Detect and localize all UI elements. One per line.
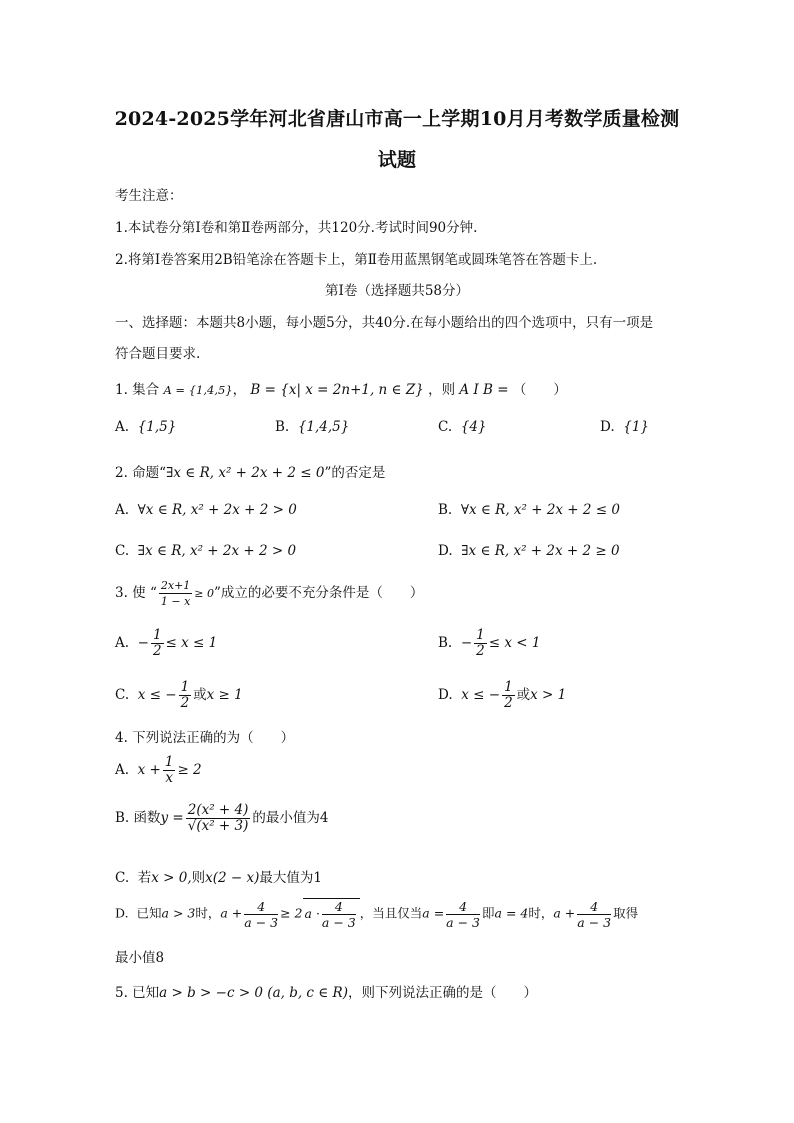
- q4-option-c[interactable]: C. 若x > 0,则x(2 − x)最大值为1: [115, 870, 322, 886]
- question-4-stem: 4. 下列说法正确的为（ ）: [115, 730, 295, 746]
- q4-option-d-continued: 最小值8: [115, 950, 165, 966]
- notice-item-2: 2.将第Ⅰ卷答案用2B铅笔涂在答题卡上，第Ⅱ卷用蓝黑钢笔或圆珠笔答在答题卡上.: [115, 252, 598, 268]
- question-1-stem: 1. 集合 A = {1,4,5}， B = {x| x = 2n+1, n ∈ Z} ，则 A I B = （ ）: [115, 382, 567, 398]
- q1-ask: ，则: [428, 382, 456, 398]
- q1-expr: A I B =: [459, 382, 509, 398]
- question-3-stem: 3. 使 “ $\frac{2x+1}{1 - x}$ ≥ 0”成立的必要不充分条件是（ ）: [115, 579, 424, 608]
- q3-option-a[interactable]: A. − $\frac{1}{2}$ ≤ x ≤ 1: [115, 627, 218, 659]
- q1-option-a[interactable]: A. {1,5}: [115, 419, 177, 435]
- q4d-sqrt: a · $\frac{4}{a - 3}$: [303, 898, 360, 930]
- q2-option-d[interactable]: D. ∃x ∈ R, x² + 2x + 2 ≥ 0: [438, 543, 620, 559]
- q1-set-b: B = {x| x = 2n+1, n ∈ Z}: [250, 382, 424, 398]
- section-heading: 第Ⅰ卷（选择题共58分）: [324, 283, 469, 299]
- question-2-stem: 2. 命题“∃x ∈ R, x² + 2x + 2 ≤ 0”的否定是: [115, 465, 386, 481]
- section-intro-1: 一、选择题：本题共8小题，每小题5分，共40分.在每小题给出的四个选项中，只有一项是: [115, 315, 654, 331]
- q1-set-a: A = {1,4,5}: [163, 383, 233, 397]
- q1-option-d[interactable]: D. {1}: [600, 419, 650, 435]
- section-intro-2: 符合题目要求.: [115, 346, 201, 362]
- q1-option-c[interactable]: C. {4}: [438, 419, 487, 435]
- q3-option-d[interactable]: D. x ≤ − $\frac{1}{2}$ 或x > 1: [438, 679, 567, 711]
- q1-paren: （ ）: [512, 382, 567, 398]
- q5-condition: a > b > −c > 0 (a, b, c ∈ R): [159, 985, 348, 1001]
- q4-option-d[interactable]: D. 已知a > 3时，a + $\frac{4}{a - 3}$ ≥ 2 a · $\frac{4}{a - 3}$ ，当且仅当a = $\frac{4}{a - 3}$ 即a = 4时，a + $\frac{4}{a - 3}$ 取得: [115, 898, 639, 930]
- q1-option-b[interactable]: B. {1,4,5}: [275, 419, 350, 435]
- q1-prefix: 1. 集合: [115, 382, 160, 398]
- notice-heading: 考生注意：: [115, 188, 183, 204]
- q2-proposition: ∃x ∈ R, x² + 2x + 2 ≤ 0: [166, 465, 325, 481]
- q2-option-c[interactable]: C. ∃x ∈ R, x² + 2x + 2 > 0: [115, 543, 297, 559]
- notice-item-1: 1.本试卷分第Ⅰ卷和第Ⅱ卷两部分，共120分.考试时间90分钟.: [115, 220, 478, 236]
- q3-option-c[interactable]: C. x ≤ − $\frac{1}{2}$ 或x ≥ 1: [115, 679, 243, 711]
- q3-fraction: $\frac{2x+1}{1 - x}$: [160, 579, 191, 608]
- q2-option-a[interactable]: A. ∀x ∈ R, x² + 2x + 2 > 0: [115, 502, 297, 518]
- page-title: 2024-2025学年河北省唐山市高一上学期10月月考数学质量检测: [114, 108, 680, 130]
- q3-option-b[interactable]: B. − $\frac{1}{2}$ ≤ x < 1: [438, 627, 541, 659]
- question-5-stem: 5. 已知a > b > −c > 0 (a, b, c ∈ R)，则下列说法正确的是（ ）: [115, 985, 537, 1001]
- q4-option-a[interactable]: A. x + $\frac{1}{x}$ ≥ 2: [115, 754, 202, 786]
- q4-option-b[interactable]: B. 函数y = $\frac{\text{2(x² + 4)}}{\text{√(x² + 3)}}$ 的最小值为4: [115, 802, 329, 834]
- page-title-continued: 试题: [377, 149, 417, 171]
- q2-option-b[interactable]: B. ∀x ∈ R, x² + 2x + 2 ≤ 0: [438, 502, 620, 518]
